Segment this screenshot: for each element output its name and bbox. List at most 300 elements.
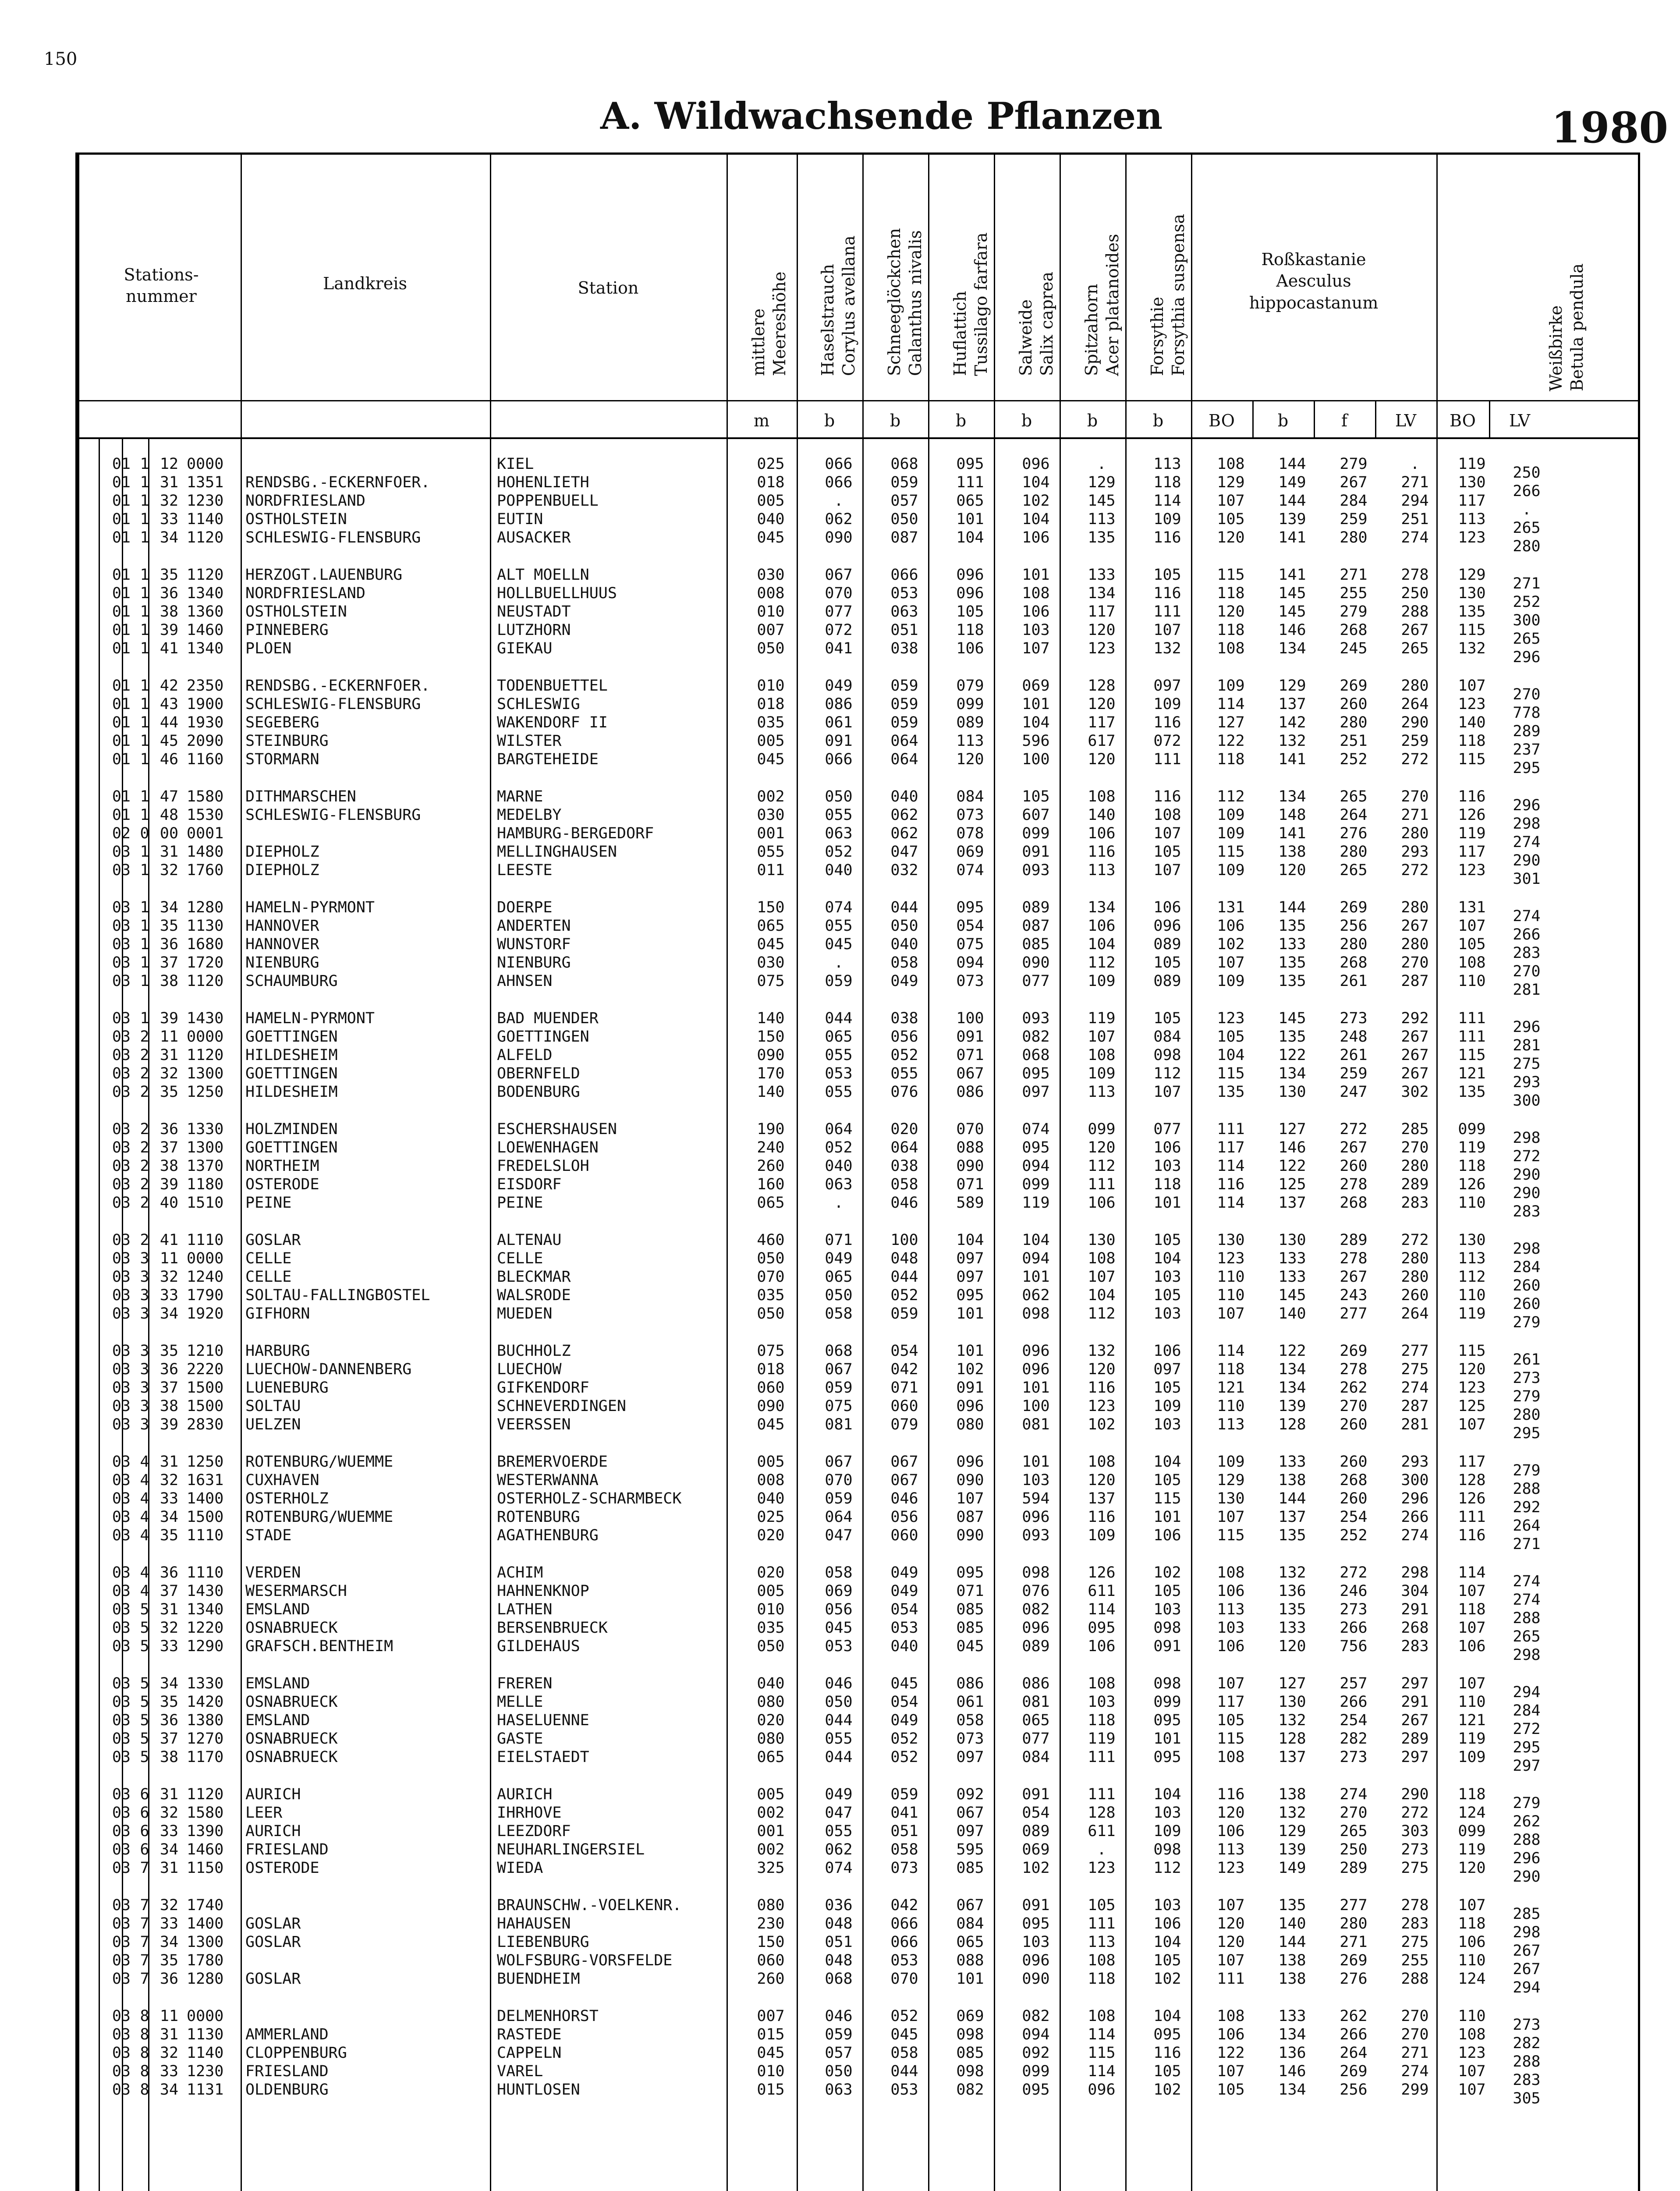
table-cell: HAMELN-PYRMONT	[245, 899, 375, 916]
table-cell: 122	[1217, 2044, 1245, 2062]
table-cell: 145	[1278, 603, 1306, 620]
table-cell: 073	[956, 972, 984, 990]
table-cell: 266	[1401, 1508, 1429, 1526]
table-cell: 111	[1088, 1748, 1116, 1766]
table-cell: 268	[1340, 621, 1368, 639]
table-cell: KIEL	[497, 455, 534, 473]
table-cell: 112	[1153, 1859, 1181, 1877]
table-cell: 190	[757, 1120, 785, 1138]
table-cell: 33	[159, 511, 179, 528]
table-cell: 36	[159, 936, 179, 953]
table-cell: 1760	[187, 862, 224, 879]
table-cell: 135	[1278, 1601, 1306, 1618]
table-cell: 33	[159, 1822, 179, 1840]
table-row	[78, 1157, 1638, 1184]
table-cell: 059	[825, 1490, 853, 1507]
table-cell: 272	[1401, 862, 1429, 879]
table-cell: LOEWENHAGEN	[497, 1139, 599, 1156]
table-cell: 105	[1153, 566, 1181, 584]
table-cell: 106	[1088, 1638, 1116, 1655]
table-cell: 278	[1401, 566, 1429, 584]
birch-lv-cell: 294	[1513, 1684, 1541, 1701]
table-cell: 126	[1458, 1490, 1486, 1507]
table-cell: 068	[825, 1342, 853, 1360]
table-cell: 095	[956, 899, 984, 916]
table-cell: OSTHOLSTEIN	[245, 511, 347, 528]
table-cell: VERDEN	[245, 1564, 301, 1581]
table-cell: 115	[1217, 843, 1245, 861]
table-cell: 03	[112, 1822, 131, 1840]
table-cell: 120	[1217, 529, 1245, 546]
table-cell: OSNABRUECK	[245, 1693, 338, 1711]
table-cell: 6	[140, 1822, 149, 1840]
table-cell: 01	[112, 677, 131, 695]
table-cell: 01	[112, 732, 131, 750]
table-cell: 099	[956, 695, 984, 713]
table-cell: 123	[1088, 1859, 1116, 1877]
table-cell: 095	[956, 455, 984, 473]
table-cell: 296	[1401, 1490, 1429, 1507]
table-cell: 049	[890, 972, 918, 990]
birch-lv-cell: 305	[1513, 2090, 1541, 2107]
table-cell: 064	[825, 1508, 853, 1526]
table-cell: 062	[1022, 1287, 1050, 1304]
phenology-table	[75, 152, 1640, 2191]
birch-lv-cell: 265	[1513, 1628, 1541, 1645]
table-cell: 255	[1340, 585, 1368, 602]
table-row	[78, 2081, 1638, 2107]
birch-lv-cell: 266	[1513, 482, 1541, 500]
table-cell: 107	[1153, 825, 1181, 842]
table-cell: PLOEN	[245, 640, 292, 657]
table-cell: 040	[757, 1490, 785, 1507]
table-cell: 060	[757, 1952, 785, 1969]
row-group	[78, 566, 1638, 666]
table-cell: 03	[112, 1231, 131, 1249]
table-cell: 114	[1088, 2026, 1116, 2043]
table-cell: WOLFSBURG-VORSFELDE	[497, 1952, 673, 1969]
table-cell: 040	[890, 788, 918, 805]
birch-lv-cell: 288	[1513, 2053, 1541, 2070]
table-cell: 1330	[187, 1675, 224, 1692]
table-cell: 058	[956, 1712, 984, 1729]
table-cell: 065	[956, 492, 984, 510]
table-cell: 089	[956, 714, 984, 731]
table-cell: FRIESLAND	[245, 1841, 329, 1858]
table-cell: 115	[1217, 1730, 1245, 1748]
birch-lv-cell: 293	[1513, 1074, 1541, 1091]
table-cell: 35	[159, 1952, 179, 1969]
table-cell: 125	[1278, 1176, 1306, 1193]
table-cell: 266	[1340, 2026, 1368, 2043]
table-cell: 099	[1088, 1120, 1116, 1138]
birch-lv-cell: 290	[1513, 1868, 1541, 1886]
table-cell: 058	[890, 1176, 918, 1193]
table-cell: 135	[1088, 529, 1116, 546]
table-cell: 060	[890, 1397, 918, 1415]
table-cell: 294	[1401, 492, 1429, 510]
table-cell: 111	[1153, 751, 1181, 768]
table-cell: 130	[1458, 474, 1486, 491]
table-cell: HOLLBUELLHUUS	[497, 585, 617, 602]
birch-lv-cell: 778	[1513, 704, 1541, 722]
table-cell: 106	[1153, 1342, 1181, 1360]
table-cell: 102	[1153, 1564, 1181, 1581]
table-cell: 272	[1401, 1804, 1429, 1822]
table-cell: 1	[140, 899, 149, 916]
birch-lv-cell: 264	[1513, 1517, 1541, 1535]
table-cell: 038	[890, 640, 918, 657]
table-cell: .	[834, 954, 844, 971]
table-row	[78, 935, 1638, 962]
table-cell: 030	[757, 954, 785, 971]
table-cell: 01	[112, 751, 131, 768]
table-cell: 030	[757, 806, 785, 824]
table-cell: 109	[1217, 862, 1245, 879]
table-cell: 3	[140, 1361, 149, 1378]
table-cell: RASTEDE	[497, 2026, 562, 2043]
table-cell: 141	[1278, 566, 1306, 584]
table-cell: 071	[956, 1046, 984, 1064]
table-cell: 1	[140, 566, 149, 584]
table-cell: 107	[1088, 1268, 1116, 1286]
table-cell: 059	[825, 2026, 853, 2043]
table-cell: 107	[1458, 2081, 1486, 2099]
table-cell: 1	[140, 788, 149, 805]
table-cell: 120	[1458, 1859, 1486, 1877]
table-cell: 137	[1088, 1490, 1116, 1507]
table-cell: OSTERHOLZ	[245, 1490, 329, 1507]
table-cell: 120	[1217, 1915, 1245, 1932]
table-cell: HAMBURG-BERGEDORF	[497, 825, 654, 842]
table-cell: 015	[757, 2026, 785, 2043]
table-cell: 268	[1340, 1471, 1368, 1489]
year-label: 1980	[1551, 103, 1669, 152]
table-cell: 01	[112, 806, 131, 824]
table-cell: 103	[1022, 1933, 1050, 1951]
table-row	[78, 1083, 1638, 1110]
table-cell: 064	[890, 751, 918, 768]
table-cell: 130	[1278, 1083, 1306, 1101]
table-cell: 044	[890, 2063, 918, 2080]
table-cell: 47	[159, 788, 179, 805]
table-cell: NIENBURG	[245, 954, 319, 971]
table-cell: 104	[1022, 474, 1050, 491]
table-cell: 123	[1088, 640, 1116, 657]
table-cell: 118	[1217, 751, 1245, 768]
table-cell: 067	[825, 566, 853, 584]
table-cell: 269	[1340, 677, 1368, 695]
table-cell: 269	[1340, 1952, 1368, 1969]
table-cell: 101	[956, 1342, 984, 1360]
table-row	[78, 510, 1638, 537]
table-cell: 075	[825, 1397, 853, 1415]
birch-lv-cell: 297	[1513, 1757, 1541, 1775]
table-cell: LEER	[245, 1804, 283, 1822]
table-cell: 108	[1022, 585, 1050, 602]
table-cell: 066	[825, 474, 853, 491]
table-cell: 067	[956, 1897, 984, 1914]
table-cell: 126	[1458, 806, 1486, 824]
table-cell: 39	[159, 1176, 179, 1193]
table-cell: 291	[1401, 1693, 1429, 1711]
table-cell: 095	[1088, 1619, 1116, 1637]
table-cell: 106	[1458, 1638, 1486, 1655]
table-cell: 2350	[187, 677, 224, 695]
table-cell: WILSTER	[497, 732, 562, 750]
table-cell: 106	[1088, 1194, 1116, 1212]
table-cell: 2	[140, 1120, 149, 1138]
table-cell: 128	[1088, 677, 1116, 695]
table-cell: 133	[1278, 1250, 1306, 1267]
birch-lv-cell: 296	[1513, 649, 1541, 666]
table-cell: BRAUNSCHW.-VOELKENR.	[497, 1897, 682, 1914]
table-cell: AURICH	[497, 1786, 553, 1803]
table-cell: 284	[1340, 492, 1368, 510]
table-cell: 4	[140, 1453, 149, 1471]
table-cell: 069	[1022, 677, 1050, 695]
table-cell: 075	[757, 1342, 785, 1360]
table-cell: OSNABRUECK	[245, 1730, 338, 1748]
table-cell: 109	[1153, 695, 1181, 713]
table-cell: 139	[1278, 511, 1306, 528]
table-cell: STORMARN	[245, 751, 319, 768]
table-cell: 264	[1401, 695, 1429, 713]
table-cell: 064	[825, 1120, 853, 1138]
table-cell: 118	[1217, 621, 1245, 639]
table-cell: 31	[159, 1601, 179, 1618]
table-cell: 080	[757, 1693, 785, 1711]
table-cell: 121	[1458, 1065, 1486, 1082]
table-cell: 082	[1022, 1601, 1050, 1618]
table-cell: 290	[1401, 714, 1429, 731]
table-cell: 01	[112, 621, 131, 639]
table-cell: 03	[112, 1786, 131, 1803]
table-cell: RENDSBG.-ECKERNFOER.	[245, 677, 430, 695]
table-cell: 1400	[187, 1490, 224, 1507]
table-cell: OSTERODE	[245, 1859, 319, 1877]
table-cell: 6	[140, 1841, 149, 1858]
table-cell: EIELSTAEDT	[497, 1748, 589, 1766]
table-cell: 102	[1217, 936, 1245, 953]
table-cell: 141	[1278, 825, 1306, 842]
table-cell: 116	[1153, 2044, 1181, 2062]
table-cell: 31	[159, 1859, 179, 1877]
table-cell: 098	[1153, 1675, 1181, 1692]
table-cell: .	[1097, 1841, 1106, 1858]
table-cell: 277	[1340, 1305, 1368, 1322]
table-cell: 080	[757, 1730, 785, 1748]
table-cell: 118	[1458, 1157, 1486, 1175]
table-cell: 098	[1153, 1046, 1181, 1064]
table-row	[78, 824, 1638, 851]
table-cell: 025	[757, 455, 785, 473]
table-cell: GASTE	[497, 1730, 543, 1748]
table-cell: 39	[159, 621, 179, 639]
table-cell: 607	[1022, 806, 1050, 824]
table-cell: NORDFRIESLAND	[245, 585, 365, 602]
table-cell: 099	[1153, 1693, 1181, 1711]
table-cell: 046	[825, 2007, 853, 2025]
table-cell: 2830	[187, 1416, 224, 1433]
table-cell: 093	[1022, 1527, 1050, 1544]
table-cell: 107	[1217, 1675, 1245, 1692]
table-cell: 1160	[187, 751, 224, 768]
table-cell: .	[1410, 455, 1420, 473]
table-cell: 085	[956, 1619, 984, 1637]
table-cell: 271	[1340, 566, 1368, 584]
table-cell: MARNE	[497, 788, 543, 805]
table-cell: 1430	[187, 1010, 224, 1027]
table-cell: 055	[825, 1822, 853, 1840]
table-cell: BLECKMAR	[497, 1268, 571, 1286]
table-cell: 1900	[187, 695, 224, 713]
table-cell: GILDEHAUS	[497, 1638, 580, 1655]
header-maple: Spitzahorn Acer platanoides	[1082, 234, 1122, 376]
table-cell: 050	[757, 1250, 785, 1267]
table-cell: 230	[757, 1915, 785, 1932]
table-cell: 113	[1088, 1933, 1116, 1951]
table-cell: 1	[140, 1010, 149, 1027]
table-cell: 105	[1153, 954, 1181, 971]
table-cell: 049	[825, 1786, 853, 1803]
table-cell: 117	[1088, 603, 1116, 620]
birch-lv-cell: 283	[1513, 944, 1541, 962]
table-cell: 274	[1401, 1527, 1429, 1544]
row-group	[78, 1896, 1638, 1996]
table-cell: 1	[140, 862, 149, 879]
table-cell: LEEZDORF	[497, 1822, 571, 1840]
table-cell: 113	[1458, 1250, 1486, 1267]
table-cell: 1580	[187, 788, 224, 805]
table-cell: 107	[1458, 677, 1486, 695]
table-cell: 115	[1217, 566, 1245, 584]
table-cell: FRIESLAND	[245, 2063, 329, 2080]
table-cell: 116	[1088, 1379, 1116, 1397]
table-cell: 595	[956, 1841, 984, 1858]
table-cell: 1340	[187, 585, 224, 602]
table-cell: 283	[1401, 1638, 1429, 1655]
table-cell: 1120	[187, 1786, 224, 1803]
table-cell: AURICH	[245, 1786, 301, 1803]
table-cell: 245	[1340, 640, 1368, 657]
table-cell: 103	[1153, 1416, 1181, 1433]
table-cell: 103	[1022, 621, 1050, 639]
table-cell: 045	[825, 936, 853, 953]
table-cell: 140	[1458, 714, 1486, 731]
table-cell: 38	[159, 972, 179, 990]
table-cell: 108	[1088, 1046, 1116, 1064]
table-cell: 077	[1022, 1730, 1050, 1748]
table-cell: 260	[1340, 1453, 1368, 1471]
table-cell: 3	[140, 1287, 149, 1304]
table-cell: 274	[1340, 1786, 1368, 1803]
table-cell: 097	[956, 1268, 984, 1286]
table-cell: 107	[1458, 917, 1486, 935]
table-cell: 114	[1458, 1564, 1486, 1581]
table-cell: 065	[956, 1933, 984, 1951]
table-cell: 105	[1088, 1897, 1116, 1914]
table-cell: 065	[757, 1194, 785, 1212]
table-cell: GOETTINGEN	[245, 1139, 338, 1156]
table-cell: 03	[112, 1730, 131, 1748]
table-cell: 126	[1458, 1176, 1486, 1193]
table-cell: 170	[757, 1065, 785, 1082]
table-cell: 052	[890, 1730, 918, 1748]
table-cell: 03	[112, 972, 131, 990]
table-cell: 32	[159, 862, 179, 879]
table-cell: 056	[825, 1601, 853, 1618]
table-cell: 099	[1022, 825, 1050, 842]
table-cell: 097	[956, 1250, 984, 1267]
table-cell: 135	[1278, 954, 1306, 971]
table-cell: 5	[140, 1730, 149, 1748]
table-cell: NIENBURG	[497, 954, 571, 971]
table-cell: 03	[112, 1287, 131, 1304]
table-cell: 107	[1458, 1582, 1486, 1600]
table-cell: 270	[1401, 2007, 1429, 2025]
table-cell: 060	[890, 1527, 918, 1544]
table-cell: HILDESHEIM	[245, 1046, 338, 1064]
table-cell: 36	[159, 1120, 179, 1138]
table-cell: 03	[112, 1508, 131, 1526]
table-cell: 33	[159, 1915, 179, 1932]
unit-chestnut-lv: LV	[1395, 411, 1417, 430]
table-row	[78, 1064, 1638, 1091]
table-cell: 010	[757, 1601, 785, 1618]
table-cell: 37	[159, 954, 179, 971]
table-cell: IHRHOVE	[497, 1804, 562, 1822]
table-cell: 087	[956, 1508, 984, 1526]
table-cell: 106	[1217, 1582, 1245, 1600]
table-cell: 135	[1278, 1897, 1306, 1914]
table-cell: 134	[1278, 2026, 1306, 2043]
table-cell: DOERPE	[497, 899, 553, 916]
table-row	[78, 1286, 1638, 1313]
table-cell: 289	[1401, 1176, 1429, 1193]
birch-lv-cell: 266	[1513, 926, 1541, 943]
table-cell: 114	[1217, 1194, 1245, 1212]
table-cell: 111	[1458, 1508, 1486, 1526]
table-cell: 118	[1153, 474, 1181, 491]
table-cell: 104	[956, 529, 984, 546]
table-cell: 104	[1153, 1933, 1181, 1951]
table-cell: HAHAUSEN	[497, 1915, 571, 1932]
table-cell: 264	[1340, 806, 1368, 824]
table-cell: NEUSTADT	[497, 603, 571, 620]
birch-lv-cell: 282	[1513, 2035, 1541, 2052]
table-cell: CAPPELN	[497, 2044, 562, 2062]
table-cell: 4	[140, 1527, 149, 1544]
table-cell: 3	[140, 1379, 149, 1397]
table-cell: 129	[1088, 474, 1116, 491]
table-cell: 103	[1153, 1804, 1181, 1822]
table-cell: 105	[1153, 843, 1181, 861]
table-cell: 130	[1217, 1231, 1245, 1249]
table-cell: OSNABRUECK	[245, 1619, 338, 1637]
table-cell: 101	[956, 1305, 984, 1322]
table-cell: 1780	[187, 1952, 224, 1969]
table-cell: 03	[112, 1397, 131, 1415]
table-cell: 036	[825, 1897, 853, 1914]
table-row	[78, 2044, 1638, 2070]
table-cell: 283	[1401, 1194, 1429, 1212]
table-cell: 045	[890, 1675, 918, 1692]
table-row	[78, 492, 1638, 518]
table-cell: 118	[956, 621, 984, 639]
table-cell: 35	[159, 1527, 179, 1544]
table-cell: 119	[1088, 1730, 1116, 1748]
